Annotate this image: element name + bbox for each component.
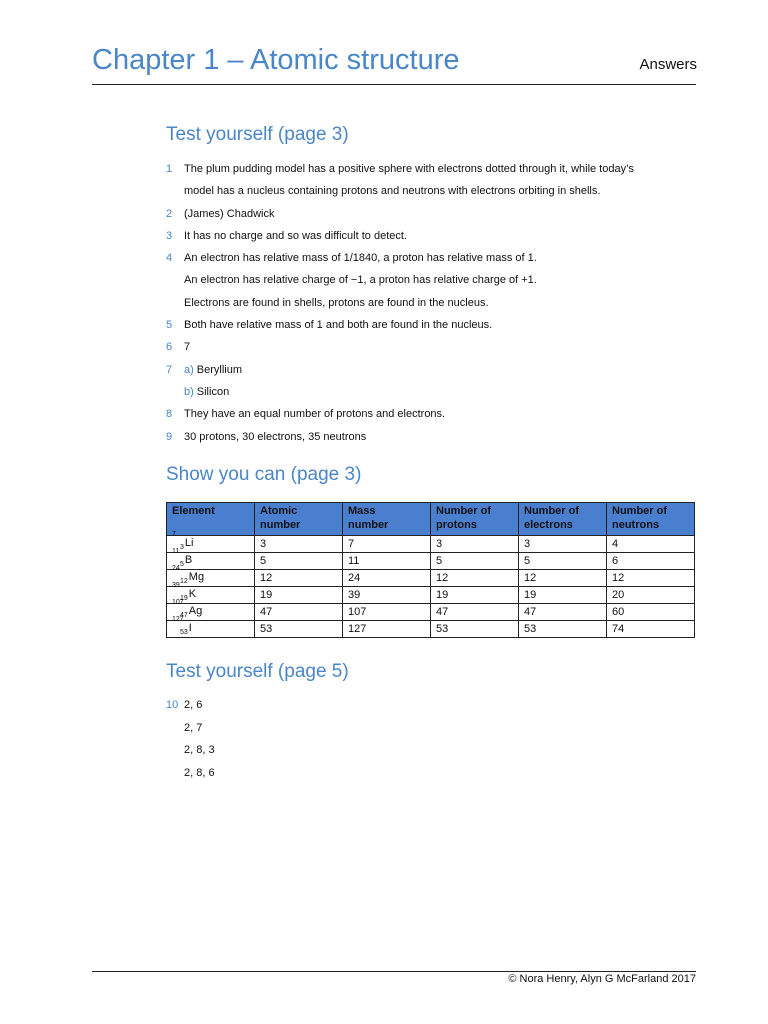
- table-cell: 127: [343, 621, 431, 638]
- sub-part-label: b): [184, 385, 194, 398]
- answer-text: Silicon: [196, 385, 230, 398]
- list-item: [166, 403, 706, 425]
- list-item: [166, 269, 706, 291]
- question-number: 1: [166, 163, 173, 175]
- mass-number-superscript: 39: [172, 582, 180, 589]
- element-symbol: Li: [184, 537, 194, 549]
- table-cell: 39: [343, 587, 431, 604]
- table-cell: 12: [255, 570, 343, 587]
- list-item: [166, 717, 466, 740]
- header-line-2: number: [348, 519, 389, 531]
- answer-text-line: [184, 225, 407, 247]
- list-item: [166, 762, 466, 785]
- table-cell: 3: [519, 536, 607, 553]
- electron-configuration: 2, 7: [184, 721, 203, 734]
- table-row: [167, 553, 695, 570]
- question-number: 2: [166, 207, 173, 220]
- question-10-answers: [166, 694, 466, 785]
- table-cell: 47: [431, 604, 519, 621]
- header-line-1: Element: [172, 505, 215, 517]
- question-number: 10: [166, 699, 179, 711]
- atomic-number-subscript: 47: [180, 612, 188, 619]
- table-cell: 3: [431, 536, 519, 553]
- element-symbol: K: [188, 588, 197, 600]
- table-cell: 7: [343, 536, 431, 553]
- table-cell: 3: [255, 536, 343, 553]
- list-item: [166, 739, 466, 762]
- section-title-test-yourself-page-5: Test yourself (page 5): [166, 661, 349, 682]
- list-item: [166, 694, 466, 717]
- table-header-cell: [607, 503, 695, 536]
- atomic-number-subscript: 5: [180, 561, 184, 568]
- answer-text-line: [184, 314, 492, 336]
- atomic-number-subscript: 53: [180, 629, 188, 636]
- question-number: 4: [166, 252, 173, 265]
- element-symbol: Mg: [188, 571, 205, 583]
- table-cell: 60: [607, 604, 695, 621]
- answer-text: 30 protons, 30 electrons, 35 neutrons: [184, 430, 367, 443]
- table-header-cell: [431, 503, 519, 536]
- question-number: 5: [166, 319, 173, 332]
- table-cell: 5: [519, 553, 607, 570]
- answer-text: 7: [184, 341, 191, 354]
- answer-text-line: [184, 292, 489, 314]
- table-cell: 5: [255, 553, 343, 570]
- table-cell: 12: [607, 570, 695, 587]
- answer-text: An electron has relative mass of 1/1840, a proton has relative mass of 1.: [184, 252, 537, 265]
- question-number: 6: [166, 341, 173, 354]
- header-line-1: Atomic: [260, 505, 298, 517]
- answer-text: Electrons are found in shells, protons are found in the nucleus.: [184, 296, 489, 309]
- mass-number-superscript: 127: [172, 616, 184, 623]
- answer-text-line: [184, 381, 229, 403]
- mass-number-superscript: 107: [172, 599, 184, 606]
- answer-text: model has a nucleus containing protons and neutrons with electrons orbiting in shells.: [184, 185, 601, 198]
- mass-number-superscript: 24: [172, 565, 180, 572]
- header-line-1: Mass: [348, 505, 376, 517]
- table-cell: 107: [343, 604, 431, 621]
- answer-text-line: [184, 403, 445, 425]
- table-cell: 19: [255, 587, 343, 604]
- table-header-cell: [343, 503, 431, 536]
- element-cell: [167, 531, 255, 553]
- element-cell: [167, 616, 255, 638]
- list-item: [166, 247, 706, 269]
- header-line-1: Number of: [524, 505, 579, 517]
- table-row: [167, 604, 695, 621]
- footer-copyright: © Nora Henry, Alyn G McFarland 2017: [508, 973, 696, 985]
- answer-text: It has no charge and so was difficult to detect.: [184, 229, 407, 242]
- answers-label: Answers: [639, 56, 697, 73]
- list-item: [166, 314, 706, 336]
- question-number: 3: [166, 229, 173, 242]
- table-cell: 12: [519, 570, 607, 587]
- table-cell: 6: [607, 553, 695, 570]
- table-header-cell: [255, 503, 343, 536]
- table-cell: 4: [607, 536, 695, 553]
- table-cell: 53: [519, 621, 607, 638]
- electron-configuration: 2, 6: [184, 699, 203, 711]
- answer-text-line: [184, 426, 366, 448]
- table-cell: 53: [255, 621, 343, 638]
- table-cell: 74: [607, 621, 695, 638]
- table-row: [167, 621, 695, 638]
- answer-text-line: [184, 180, 600, 202]
- header-divider: [92, 84, 696, 85]
- table-cell: 19: [431, 587, 519, 604]
- list-item: [166, 292, 706, 314]
- answer-text-line: [184, 336, 190, 358]
- answer-text: (James) Chadwick: [184, 207, 275, 220]
- question-number: 7: [166, 363, 173, 376]
- table-cell: 47: [519, 604, 607, 621]
- table-cell: 5: [431, 553, 519, 570]
- mass-number-superscript: 7: [172, 531, 176, 538]
- table-header-row: [167, 503, 695, 536]
- table-header-cell: [519, 503, 607, 536]
- question-number: 8: [166, 408, 173, 421]
- mass-number-superscript: 11: [172, 548, 180, 555]
- table-row: [167, 536, 695, 553]
- table-row: [167, 570, 695, 587]
- table-cell: 12: [431, 570, 519, 587]
- list-item: [166, 203, 706, 225]
- atomic-number-subscript: 12: [180, 578, 188, 585]
- section-title-show-you-can: Show you can (page 3): [166, 464, 362, 485]
- table-cell: 19: [519, 587, 607, 604]
- table-cell: 47: [255, 604, 343, 621]
- footer-divider: [92, 971, 696, 972]
- answer-text-line: [184, 269, 537, 291]
- element-symbol: Ag: [188, 605, 203, 617]
- answer-text: An electron has relative charge of −1, a proton has relative charge of +1.: [184, 274, 537, 287]
- header-line-1: Number of: [612, 505, 667, 517]
- table-cell: 11: [343, 553, 431, 570]
- answer-text-line: [184, 158, 634, 180]
- table-cell: 24: [343, 570, 431, 587]
- element-symbol: B: [184, 554, 193, 566]
- isotope-notation: [172, 616, 192, 637]
- list-item: [166, 426, 706, 448]
- answer-text: The plum pudding model has a positive sphere with electrons dotted through it, while today’s: [184, 163, 634, 175]
- list-item: [166, 158, 706, 180]
- isotope-table: [166, 502, 695, 638]
- header-line-1: Number of: [436, 505, 491, 517]
- list-item: [166, 381, 706, 403]
- answer-text-line: [184, 247, 537, 269]
- header-line-2: protons: [436, 519, 477, 531]
- header-line-2: neutrons: [612, 519, 660, 531]
- answer-text: They have an equal number of protons and electrons.: [184, 408, 446, 421]
- question-number: 9: [166, 430, 173, 443]
- element-symbol: I: [188, 622, 192, 634]
- table-header-cell: [167, 503, 255, 536]
- table-row: [167, 587, 695, 604]
- atomic-number-subscript: 19: [180, 595, 188, 602]
- atomic-number-subscript: 3: [180, 544, 184, 551]
- table-cell: 53: [431, 621, 519, 638]
- answer-list: [166, 158, 706, 448]
- table-cell: 20: [607, 587, 695, 604]
- header-line-2: electrons: [524, 519, 573, 531]
- section-title-test-yourself-page-3: Test yourself (page 3): [166, 124, 349, 145]
- sub-part-label: a): [184, 363, 194, 376]
- list-item: [166, 225, 706, 247]
- electron-configuration: 2, 8, 3: [184, 744, 215, 757]
- list-item: [166, 180, 706, 202]
- list-item: [166, 359, 706, 381]
- answer-text: Both have relative mass of 1 and both are found in the nucleus.: [184, 319, 493, 332]
- electron-configuration: 2, 8, 6: [184, 767, 215, 780]
- answer-text-line: [184, 203, 274, 225]
- chapter-title: Chapter 1 – Atomic structure: [92, 44, 460, 76]
- list-item: [166, 336, 706, 358]
- answer-text-line: [184, 359, 242, 381]
- answer-text: Beryllium: [196, 363, 243, 376]
- header-line-2: number: [260, 519, 301, 531]
